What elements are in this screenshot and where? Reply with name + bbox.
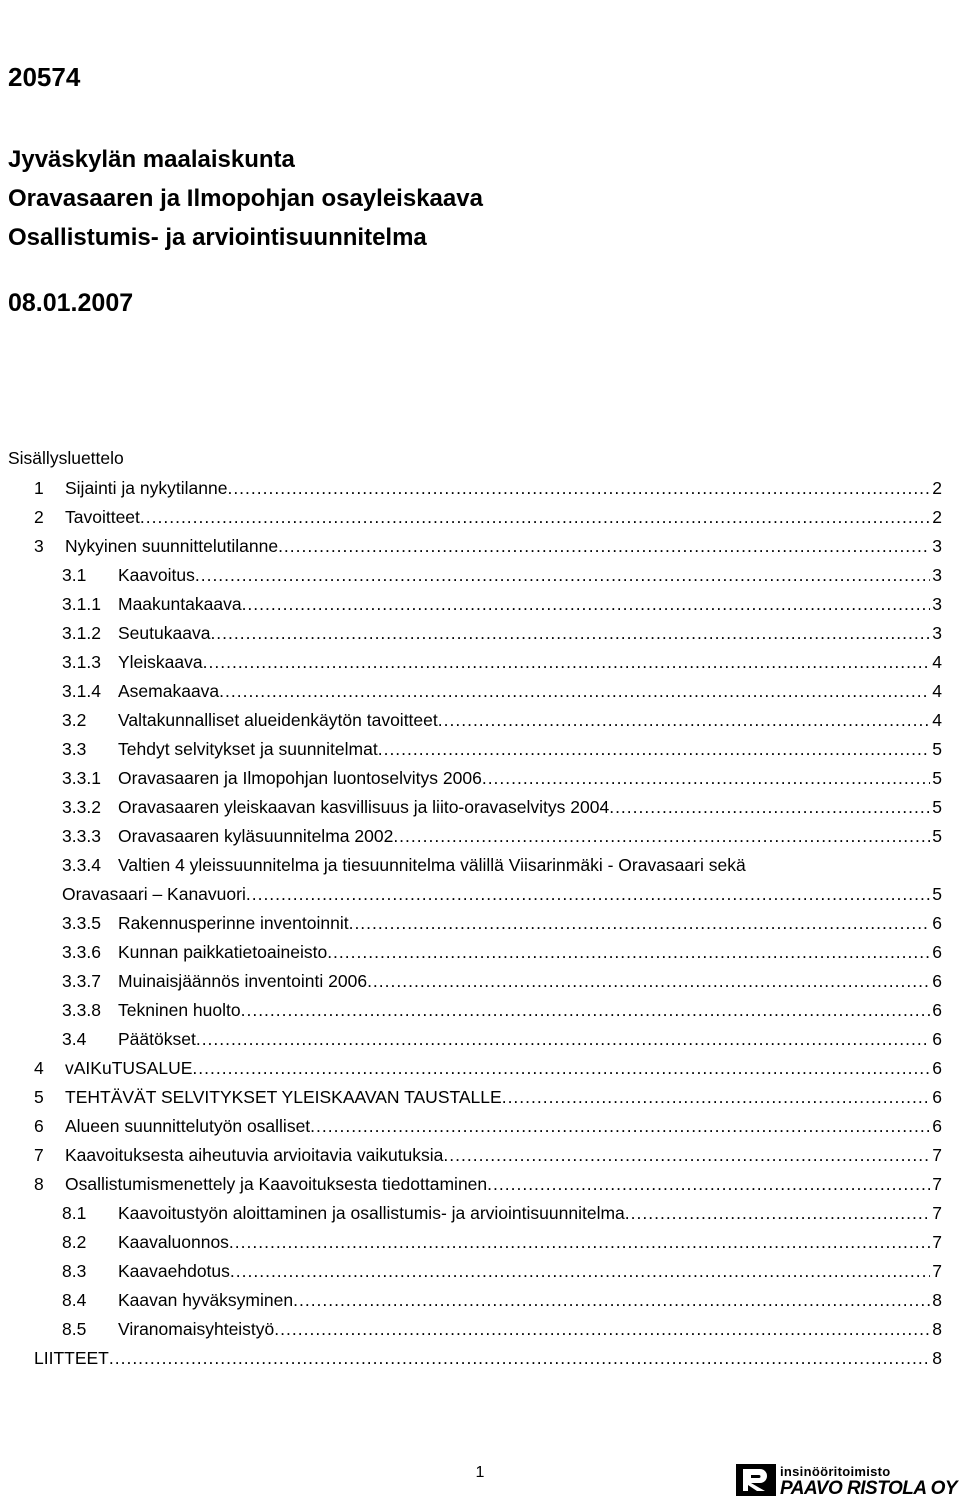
toc-entry-leader bbox=[140, 507, 930, 528]
toc-entry-page: 2 bbox=[932, 478, 942, 498]
toc-entry-page: 3 bbox=[932, 623, 942, 643]
toc-entry-title: Maakuntakaava bbox=[118, 594, 242, 614]
toc-entry[interactable] bbox=[62, 1232, 942, 1254]
toc-entry-leader bbox=[274, 1319, 930, 1340]
toc-entry-page: 7 bbox=[932, 1174, 942, 1194]
toc-entry-leader bbox=[219, 681, 930, 702]
toc-entry[interactable] bbox=[62, 681, 942, 703]
toc-entry-title: Osallistumismenettely ja Kaavoituksesta tiedottaminen bbox=[65, 1174, 488, 1194]
toc-entry[interactable] bbox=[34, 478, 942, 500]
toc-entry-page: 6 bbox=[932, 1000, 942, 1020]
toc-entry-title: Kaavoituksesta aiheutuvia arvioitavia vaikutuksia bbox=[65, 1145, 444, 1165]
toc-entry-number: 3.1.4 bbox=[62, 681, 101, 701]
toc-entry-leader bbox=[487, 1174, 930, 1195]
document-date: 08.01.2007 bbox=[8, 289, 134, 317]
toc-entry-page: 2 bbox=[932, 507, 942, 527]
toc-entry-leader bbox=[438, 710, 931, 731]
toc-entry-number: 2 bbox=[34, 507, 44, 527]
toc-entry-title: TEHTÄVÄT SELVITYKSET YLEISKAAVAN TAUSTALLE bbox=[65, 1087, 502, 1107]
toc-entry-page: 3 bbox=[932, 594, 942, 614]
toc-entry-page: 8 bbox=[932, 1290, 942, 1310]
toc-entry-leader bbox=[242, 594, 931, 615]
toc-entry-title: Kaavaluonnos bbox=[118, 1232, 229, 1252]
toc-entry-number: 5 bbox=[34, 1087, 44, 1107]
toc-entry-number: 3.3.6 bbox=[62, 942, 101, 962]
toc-entry-number: 8.5 bbox=[62, 1319, 87, 1339]
toc-entry-title: Kaavoitustyön aloittaminen ja osallistumis- ja arviointisuunnitelma bbox=[118, 1203, 625, 1223]
toc-entry-title: Kaavaehdotus bbox=[118, 1261, 230, 1281]
toc-entry-page: 7 bbox=[932, 1261, 942, 1281]
toc-entry-leader bbox=[230, 1261, 930, 1282]
toc-entry-leader bbox=[192, 1058, 930, 1079]
toc-entry-leader bbox=[227, 478, 930, 499]
toc-entry-page: 6 bbox=[932, 1029, 942, 1049]
page-number: 1 bbox=[475, 1464, 485, 1481]
toc-entry-leader bbox=[195, 565, 930, 586]
toc-entry-leader bbox=[310, 1116, 930, 1137]
toc-entry-page: 7 bbox=[932, 1203, 942, 1223]
toc-entry-leader bbox=[327, 942, 930, 963]
toc-entry-title: Oravasaari – Kanavuori bbox=[62, 884, 246, 904]
toc-entry-number: 6 bbox=[34, 1116, 44, 1136]
toc-entry-leader bbox=[367, 971, 930, 992]
toc-entry-title: Oravasaaren kyläsuunnitelma 2002 bbox=[118, 826, 394, 846]
toc-entry-number: 1 bbox=[34, 478, 44, 498]
toc-entry-leader bbox=[502, 1087, 931, 1108]
toc-entry[interactable] bbox=[62, 1261, 942, 1283]
toc-entry-leader bbox=[378, 739, 931, 760]
toc-entry-title: Yleiskaava bbox=[118, 652, 203, 672]
toc-entry-page: 3 bbox=[932, 565, 942, 585]
toc-entry-number: 3.3.5 bbox=[62, 913, 101, 933]
toc-entry-number: 3.3.1 bbox=[62, 768, 101, 788]
toc-entry-page: 8 bbox=[932, 1319, 942, 1339]
title-line-municipality: Jyväskylän maalaiskunta bbox=[8, 146, 295, 173]
toc-entry-title: Asemakaava bbox=[118, 681, 220, 701]
toc-entry[interactable] bbox=[62, 971, 942, 993]
toc-entry-title: Rakennusperinne inventoinnit bbox=[118, 913, 349, 933]
toc-entry-leader bbox=[246, 884, 930, 905]
toc-entry-leader bbox=[482, 768, 930, 789]
toc-entry-title: Viranomaisyhteistyö bbox=[118, 1319, 275, 1339]
toc-entry-number: 3.4 bbox=[62, 1029, 87, 1049]
toc-entry-leader bbox=[609, 797, 930, 818]
toc-entry-number: 3.3.7 bbox=[62, 971, 101, 991]
toc-entry-number: 8.2 bbox=[62, 1232, 87, 1252]
toc-entry-title: Tekninen huolto bbox=[118, 1000, 241, 1020]
toc-entry-number: 3.3.3 bbox=[62, 826, 101, 846]
toc-entry-title: Valtakunnalliset alueidenkäytön tavoitteet bbox=[118, 710, 438, 730]
toc-entry-leader bbox=[349, 913, 931, 934]
toc-entry-number: 7 bbox=[34, 1145, 44, 1165]
toc-entry-page: 6 bbox=[932, 971, 942, 991]
toc-entry-number: 3 bbox=[34, 536, 44, 556]
toc-entry-page: 6 bbox=[932, 1116, 942, 1136]
title-line-subject: Osallistumis- ja arviointisuunnitelma bbox=[8, 224, 427, 251]
toc-entry-number: 3.3 bbox=[62, 739, 87, 759]
toc-entry-page: 5 bbox=[932, 739, 942, 759]
toc-entry-title: Oravasaaren yleiskaavan kasvillisuus ja liito-oravaselvitys 2004 bbox=[118, 797, 610, 817]
toc-entry[interactable] bbox=[34, 1087, 942, 1109]
toc-entry-leader bbox=[625, 1203, 930, 1224]
toc-entry[interactable] bbox=[62, 1203, 942, 1225]
toc-entry-title: Muinaisjäännös inventointi 2006 bbox=[118, 971, 368, 991]
toc-entry-page: 4 bbox=[932, 652, 942, 672]
toc-entry[interactable] bbox=[62, 1290, 942, 1312]
toc-entry[interactable] bbox=[62, 1319, 942, 1341]
toc-entry-page: 7 bbox=[932, 1145, 942, 1165]
toc-entry-page: 8 bbox=[932, 1348, 942, 1368]
toc-entry-page: 4 bbox=[932, 681, 942, 701]
toc-entry-page: 7 bbox=[932, 1232, 942, 1252]
toc-entry[interactable] bbox=[62, 913, 942, 935]
toc-entry-title: LIITTEET bbox=[34, 1348, 109, 1368]
toc-entry[interactable] bbox=[34, 507, 942, 529]
toc-entry-number: 3.3.4 bbox=[62, 855, 101, 875]
toc-entry[interactable] bbox=[62, 1029, 942, 1051]
toc-entry-page: 5 bbox=[932, 797, 942, 817]
toc-entry-title: Oravasaaren ja Ilmopohjan luontoselvitys 2006 bbox=[118, 768, 482, 788]
toc-entry-title: Alueen suunnittelutyön osalliset bbox=[65, 1116, 311, 1136]
toc-entry-number: 3.1.1 bbox=[62, 594, 101, 614]
company-logo-tagline: insinööritoimisto bbox=[780, 1464, 891, 1479]
toc-entry[interactable] bbox=[62, 855, 942, 877]
toc-entry-number: 3.3.2 bbox=[62, 797, 101, 817]
toc-entry-number: 3.1.3 bbox=[62, 652, 101, 672]
toc-entry-leader bbox=[196, 1029, 930, 1050]
toc-entry-leader bbox=[293, 1290, 930, 1311]
company-logo-name: PAAVO RISTOLA OY bbox=[780, 1478, 958, 1499]
toc-entry-title: Sijainti ja nykytilanne bbox=[65, 478, 228, 498]
toc-entry[interactable] bbox=[62, 797, 942, 819]
toc-entry-title: Päätökset bbox=[118, 1029, 196, 1049]
toc-entry-leader bbox=[443, 1145, 930, 1166]
toc-entry-page: 5 bbox=[932, 768, 942, 788]
toc-entry-leader bbox=[210, 623, 930, 644]
toc-entry[interactable] bbox=[62, 1000, 942, 1022]
toc-entry[interactable] bbox=[62, 594, 942, 616]
toc-entry[interactable] bbox=[62, 768, 942, 790]
toc-entry-leader bbox=[109, 1348, 930, 1369]
toc-entry[interactable] bbox=[34, 536, 942, 558]
toc-entry-number: 8.1 bbox=[62, 1203, 87, 1223]
toc-entry[interactable] bbox=[34, 1348, 942, 1370]
toc-entry-number: 3.2 bbox=[62, 710, 87, 730]
toc-entry-title: Nykyinen suunnittelutilanne bbox=[65, 536, 279, 556]
toc-entry-leader bbox=[278, 536, 930, 557]
toc-entry-number: 3.3.8 bbox=[62, 1000, 101, 1020]
toc-entry-page: 6 bbox=[932, 913, 942, 933]
toc-entry[interactable] bbox=[62, 739, 942, 761]
toc-entry-title: Kaavan hyväksyminen bbox=[118, 1290, 294, 1310]
company-logo-mark-icon bbox=[736, 1464, 776, 1496]
toc-entry[interactable] bbox=[34, 1145, 942, 1167]
toc-entry-number: 3.1.2 bbox=[62, 623, 101, 643]
toc-entry-number: 8 bbox=[34, 1174, 44, 1194]
toc-entry[interactable] bbox=[62, 652, 942, 674]
toc-entry[interactable] bbox=[62, 942, 942, 964]
toc-entry-page: 4 bbox=[932, 710, 942, 730]
toc-entry-leader bbox=[241, 1000, 931, 1021]
toc-entry[interactable] bbox=[62, 826, 942, 848]
document-title bbox=[8, 140, 483, 257]
toc-entry-page: 5 bbox=[932, 826, 942, 846]
toc-entry-page: 6 bbox=[932, 942, 942, 962]
title-line-plan: Oravasaaren ja Ilmopohjan osayleiskaava bbox=[8, 185, 483, 212]
document-number: 20574 bbox=[8, 62, 81, 92]
toc-entry[interactable] bbox=[34, 1174, 942, 1196]
toc-entry-number: 3.1 bbox=[62, 565, 87, 585]
toc-entry-page: 6 bbox=[932, 1058, 942, 1078]
toc-entry-page: 3 bbox=[932, 536, 942, 556]
toc-entry[interactable] bbox=[62, 623, 942, 645]
toc-entry-title: Valtien 4 yleissuunnitelma ja tiesuunnitelma välillä Viisarinmäki - Oravasaari sekä bbox=[118, 855, 746, 875]
toc-entry-page: 5 bbox=[932, 884, 942, 904]
toc-entry[interactable] bbox=[62, 884, 942, 906]
toc-entry[interactable] bbox=[34, 1058, 942, 1080]
toc-entry-title: Tehdyt selvitykset ja suunnitelmat bbox=[118, 739, 378, 759]
toc-entry-title: Kunnan paikkatietoaineisto bbox=[118, 942, 328, 962]
company-logo bbox=[736, 1464, 958, 1499]
toc-entry[interactable] bbox=[34, 1116, 942, 1138]
toc-heading: Sisällysluettelo bbox=[8, 448, 124, 468]
toc-entry-number: 8.4 bbox=[62, 1290, 87, 1310]
toc-entry-number: 8.3 bbox=[62, 1261, 87, 1281]
toc-entry-leader bbox=[229, 1232, 930, 1253]
toc-entry-leader bbox=[393, 826, 930, 847]
toc-entry-number: 4 bbox=[34, 1058, 44, 1078]
toc-entry-title: Tavoitteet bbox=[65, 507, 140, 527]
toc-entry-title: Seutukaava bbox=[118, 623, 211, 643]
toc-entry-title: vAIKuTUSALUE bbox=[65, 1058, 193, 1078]
toc-entry[interactable] bbox=[62, 710, 942, 732]
toc-entry-title: Kaavoitus bbox=[118, 565, 195, 585]
toc-entry-leader bbox=[203, 652, 931, 673]
toc-entry-page: 6 bbox=[932, 1087, 942, 1107]
toc-entry[interactable] bbox=[62, 565, 942, 587]
